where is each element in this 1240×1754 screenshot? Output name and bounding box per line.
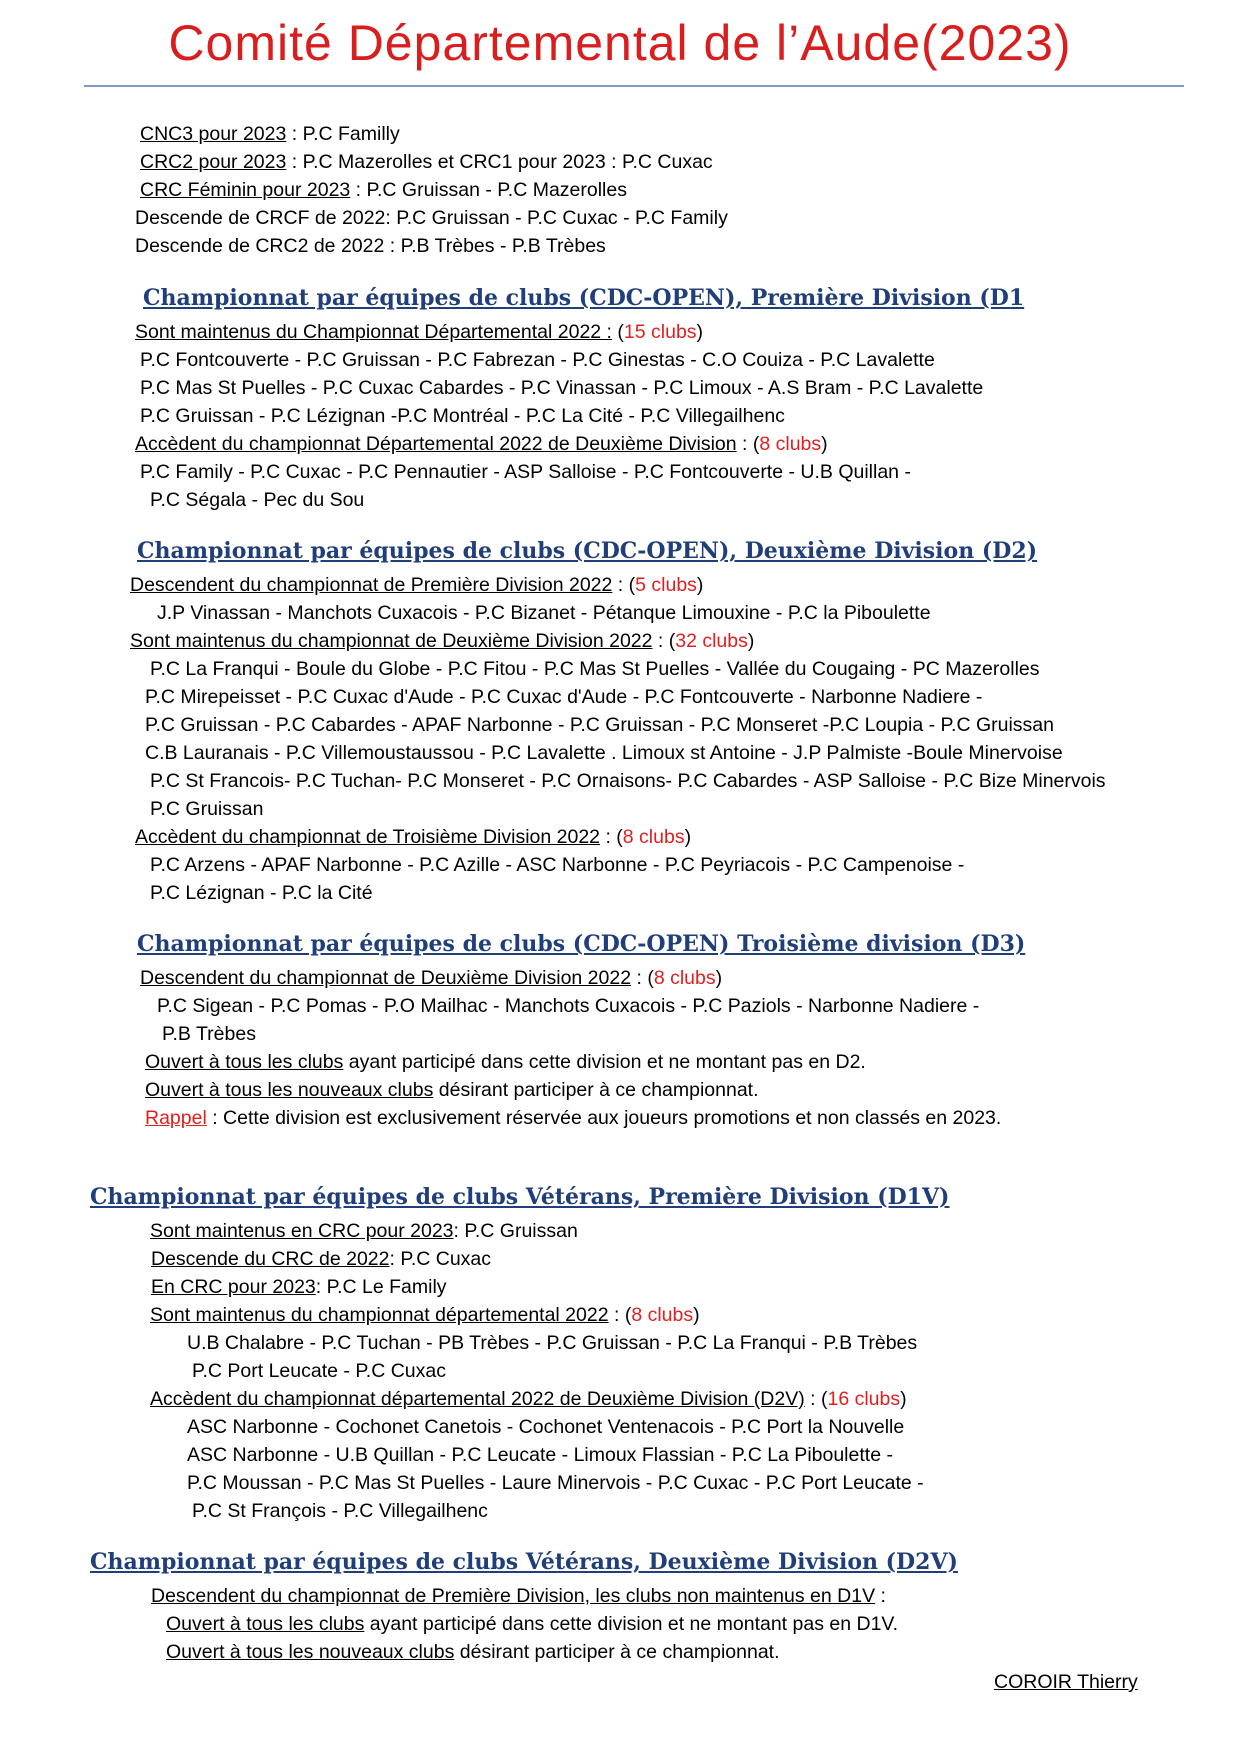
d2v-open1-label: Ouvert à tous les clubs (166, 1613, 365, 1635)
d2-maint-open: : ( (652, 630, 676, 652)
d2-acc-count: 8 clubs (622, 826, 685, 848)
d3-open2-label: Ouvert à tous les nouveaux clubs (145, 1079, 434, 1101)
d3-open2 (145, 1078, 759, 1102)
d2v-desc-rest: : (875, 1585, 886, 1607)
d1v-en (151, 1275, 447, 1299)
desc-crcf-line: Descende de CRCF de 2022: P.C Gruissan - P.C Cuxac - P.C Family (135, 207, 728, 229)
d2-maint-count: 32 clubs (675, 630, 748, 652)
d1v-crc-label: Sont maintenus en CRC pour 2023 (150, 1220, 454, 1242)
d2-desc-line1: J.P Vinassan - Manchots Cuxacois - P.C Bizanet - Pétanque Limouxine - P.C la Piboulette (157, 602, 931, 624)
d1-maint-open: ( (611, 321, 624, 343)
d1-maint-close: ) (696, 321, 704, 343)
d2-maint-label (130, 629, 754, 653)
d1v-acc-close: ) (900, 1388, 907, 1410)
d2-desc-count: 5 clubs (635, 574, 697, 596)
d2-desc-label (130, 573, 703, 597)
crcf-label: CRC Féminin pour 2023 (140, 179, 351, 201)
d2-maint-label-text: Sont maintenus du championnat de Deuxième Division 2022 (130, 630, 653, 652)
d1-maint-label-text: Sont maintenus du Championnat Départemental 2022 : (135, 321, 612, 343)
d1v-acc-open: : ( (804, 1388, 828, 1410)
d1v-maint-close: ) (693, 1304, 700, 1326)
d1v-desc-label: Descende du CRC de 2022 (151, 1248, 390, 1270)
d1-acc-count: 8 clubs (759, 433, 822, 455)
d2-acc-label (135, 825, 691, 849)
d1v-en-rest: : P.C Le Family (315, 1276, 447, 1298)
signature: COROIR Thierry (994, 1671, 1138, 1693)
cnc3-value: : P.C Familly (286, 123, 400, 145)
d2-maint-line3: P.C Gruissan - P.C Cabardes - APAF Narbonne - P.C Gruissan - P.C Monseret -P.C Loupia - P.C Gruissan (145, 714, 1054, 736)
d2v-open2-label: Ouvert à tous les nouveaux clubs (166, 1641, 455, 1663)
cnc3-label: CNC3 pour 2023 (140, 123, 287, 145)
crc2-label: CRC2 pour 2023 (140, 151, 287, 173)
d1v-desc-rest: : P.C Cuxac (389, 1248, 492, 1270)
d1-maintained-label (135, 320, 703, 344)
d2-maint-line5: P.C St Francois- P.C Tuchan- P.C Monseret - P.C Ornaisons- P.C Cabardes - ASP Salloise - P.C Bize Minervois (150, 770, 1106, 792)
d1v-maint-line1: U.B Chalabre - P.C Tuchan - PB Trèbes - P.C Gruissan - P.C La Franqui - P.B Trèbes (187, 1332, 918, 1354)
d1v-acc-label (150, 1387, 907, 1411)
d3-open1-label: Ouvert à tous les clubs (145, 1051, 344, 1073)
d1v-crc (150, 1219, 578, 1243)
d1-acc-open: : ( (736, 433, 760, 455)
d2-desc-close: ) (696, 574, 704, 596)
crcf-value: : P.C Gruissan - P.C Mazerolles (350, 179, 627, 201)
d2v-open1-rest: ayant participé dans cette division et ne montant pas en D1V. (364, 1613, 899, 1635)
d3-rappel-label: Rappel (145, 1107, 207, 1129)
d1-acc-close: ) (821, 433, 828, 455)
d1v-acc-line1: ASC Narbonne - Cochonet Canetois - Cochonet Ventenacois - P.C Port la Nouvelle (187, 1416, 905, 1438)
d1-acc-label-text: Accèdent du championnat Départemental 2022 de Deuxième Division (135, 433, 737, 455)
cnc3-line (140, 122, 400, 146)
d3-desc-count: 8 clubs (653, 967, 716, 989)
d2v-heading: Championnat par équipes de clubs Vétérans, Deuxième Division (D2V) (90, 1549, 958, 1575)
page-title: Comité Départemental de l’Aude(2023) (168, 15, 1072, 71)
d2-maint-close: ) (747, 630, 755, 652)
d1-maint-count: 15 clubs (623, 321, 697, 343)
d1v-maint-open: : ( (608, 1304, 632, 1326)
d1v-crc-rest: : P.C Gruissan (453, 1220, 578, 1242)
d1v-acc-line4: P.C St François - P.C Villegailhenc (192, 1500, 488, 1522)
d3-open1-rest: ayant participé dans cette division et ne montant pas en D2. (343, 1051, 866, 1073)
d2-maint-line1: P.C La Franqui - Boule du Globe - P.C Fitou - P.C Mas St Puelles - Vallée du Cougaing - PC Mazerolles (150, 658, 1040, 680)
d1-acc-line1: P.C Family - P.C Cuxac - P.C Pennautier - ASP Salloise - P.C Fontcouverte - U.B Quillan - (140, 461, 911, 483)
title-divider (84, 85, 1184, 87)
d3-desc-line2: P.B Trèbes (162, 1023, 256, 1045)
d1-maint-line1: P.C Fontcouverte - P.C Gruissan - P.C Fabrezan - P.C Ginestas - C.O Couiza - P.C Lavalette (140, 349, 935, 371)
d2-acc-close: ) (684, 826, 692, 848)
d1v-maint-label-text: Sont maintenus du championnat départemental 2022 (150, 1304, 609, 1326)
d2-maint-line2: P.C Mirepeisset - P.C Cuxac d'Aude - P.C Cuxac d'Aude - P.C Fontcouverte - Narbonne Nadiere - (145, 686, 983, 708)
d1-maint-line3: P.C Gruissan - P.C Lézignan -P.C Montréal - P.C La Cité - P.C Villegailhenc (140, 405, 785, 427)
d1v-acc-line3: P.C Moussan - P.C Mas St Puelles - Laure Minervois - P.C Cuxac - P.C Port Leucate - (187, 1472, 924, 1494)
d1v-maint-count: 8 clubs (631, 1304, 694, 1326)
d1v-maint-line2: P.C Port Leucate - P.C Cuxac (192, 1360, 446, 1382)
d2-acc-label-text: Accèdent du championnat de Troisième Division 2022 (135, 826, 601, 848)
d1-maint-line2: P.C Mas St Puelles - P.C Cuxac Cabardes - P.C Vinassan - P.C Limoux - A.S Bram - P.C Lavalette (140, 377, 984, 399)
d2-maint-line6: P.C Gruissan (150, 798, 264, 820)
d1v-acc-line2: ASC Narbonne - U.B Quillan - P.C Leucate - Limoux Flassian - P.C La Piboulette - (187, 1444, 893, 1466)
d2v-open2 (166, 1640, 780, 1664)
d1-heading: Championnat par équipes de clubs (CDC-OPEN), Première Division (D1 (143, 285, 1025, 311)
d3-open1 (145, 1050, 866, 1074)
d3-desc-line1: P.C Sigean - P.C Pomas - P.O Mailhac - Manchots Cuxacois - P.C Paziols - Narbonne Nadiere - (157, 995, 980, 1017)
d1v-desc (151, 1247, 491, 1271)
d1v-maint-label (150, 1303, 700, 1327)
d1-acc-line2: P.C Ségala - Pec du Sou (150, 489, 365, 511)
d1v-heading: Championnat par équipes de clubs Vétérans, Première Division (D1V) (90, 1184, 950, 1210)
d3-rappel-rest: : Cette division est exclusivement réservée aux joueurs promotions et non classés en 2023. (206, 1107, 1002, 1129)
d2-desc-label-text: Descendent du championnat de Première Division 2022 (130, 574, 613, 596)
crc2-value: : P.C Mazerolles et CRC1 pour 2023 : P.C Cuxac (286, 151, 713, 173)
d2-desc-open: : ( (612, 574, 636, 596)
d2v-open2-rest: désirant participer à ce championnat. (454, 1641, 780, 1663)
d2-heading: Championnat par équipes de clubs (CDC-OPEN), Deuxième Division (D2) (137, 538, 1038, 564)
d2-acc-open: : ( (600, 826, 623, 848)
d1v-acc-label-text: Accèdent du championnat départemental 2022 de Deuxième Division (D2V) (150, 1388, 805, 1410)
d2-acc-line2: P.C Lézignan - P.C la Cité (150, 882, 373, 904)
d2v-desc-label: Descendent du championnat de Première Division, les clubs non maintenus en D1V (151, 1585, 876, 1607)
d2v-open1 (166, 1612, 898, 1636)
d3-heading: Championnat par équipes de clubs (CDC-OPEN) Troisième division (D3) (137, 931, 1026, 957)
crcf-line (140, 178, 627, 202)
d3-open2-rest: désirant participer à ce championnat. (433, 1079, 759, 1101)
d2-maint-line4: C.B Lauranais - P.C Villemoustaussou - P.C Lavalette . Limoux st Antoine - J.P Palmiste -Boule Minervoise (145, 742, 1063, 764)
d1v-acc-count: 16 clubs (827, 1388, 901, 1410)
d3-desc-close: ) (715, 967, 723, 989)
d3-desc-label-text: Descendent du championnat de Deuxième Division 2022 (140, 967, 632, 989)
d2v-desc (151, 1584, 886, 1608)
d1v-en-label: En CRC pour 2023 (151, 1276, 316, 1298)
d3-rappel (145, 1106, 1001, 1130)
d3-desc-label (140, 966, 722, 990)
d2-acc-line1: P.C Arzens - APAF Narbonne - P.C Azille - ASC Narbonne - P.C Peyriacois - P.C Campenoise - (150, 854, 965, 876)
crc2-line (140, 150, 713, 174)
d1-access-label (135, 432, 828, 456)
desc-crc2-line: Descende de CRC2 de 2022 : P.B Trèbes - P.B Trèbes (135, 235, 606, 257)
d3-desc-open: : ( (631, 967, 654, 989)
